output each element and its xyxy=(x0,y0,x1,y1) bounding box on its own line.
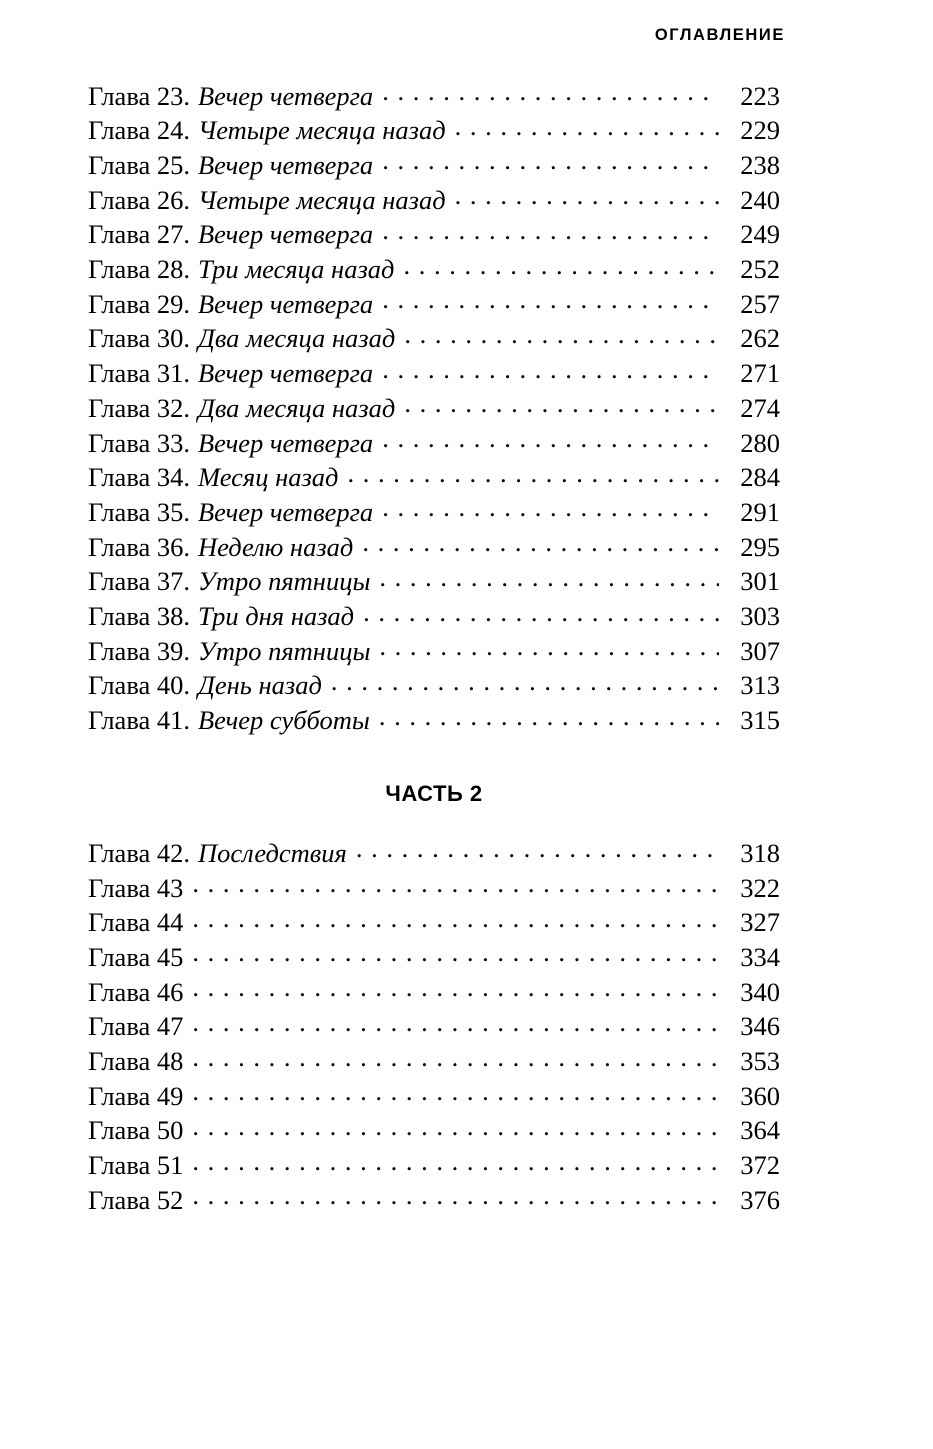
toc-entry[interactable] xyxy=(88,494,780,529)
toc-entry-chapter-label: Глава 23. xyxy=(88,80,190,111)
toc-entry-page-number: 346 xyxy=(740,1011,780,1042)
toc-entry-title xyxy=(88,836,347,870)
toc-entry-page-number: 307 xyxy=(740,635,780,666)
toc-entry[interactable] xyxy=(88,286,780,321)
toc-entry-page-number: 271 xyxy=(740,358,780,389)
toc-entry[interactable] xyxy=(88,1113,780,1148)
toc-leader-dots xyxy=(192,905,719,932)
toc-entry-title xyxy=(88,79,373,113)
toc-entry-chapter-name: Четыре месяца назад xyxy=(198,115,446,146)
toc-entry-page-number: 280 xyxy=(740,427,780,458)
toc-entry-page-number: 249 xyxy=(740,219,780,250)
toc-entry-chapter-label: Глава 39. xyxy=(88,635,190,666)
toc-entry-chapter-name: Вечер субботы xyxy=(198,705,370,736)
toc-entry-page-number: 376 xyxy=(740,1184,780,1215)
toc-entry-title xyxy=(88,356,373,390)
toc-entry-title xyxy=(88,460,338,494)
toc-entry-chapter-label: Глава 42. xyxy=(88,837,190,868)
toc-entry-title xyxy=(88,1079,183,1113)
toc-entry-page-number: 252 xyxy=(740,254,780,285)
toc-entry[interactable] xyxy=(88,939,780,974)
toc-entry-title xyxy=(88,1183,183,1217)
toc-entry-chapter-label: Глава 27. xyxy=(88,219,190,250)
toc-entry-page-number: 315 xyxy=(740,705,780,736)
toc-entry-chapter-label: Глава 45 xyxy=(88,941,184,972)
toc-entry-chapter-name: Вечер четверга xyxy=(198,149,374,180)
toc-entry-title xyxy=(88,871,183,905)
table-of-contents xyxy=(88,78,780,1217)
toc-entry-chapter-label: Глава 30. xyxy=(88,323,190,354)
toc-entry-page-number: 322 xyxy=(740,872,780,903)
toc-entry-chapter-name: Четыре месяца назад xyxy=(198,184,446,215)
toc-entry-chapter-label: Глава 47 xyxy=(88,1011,184,1042)
toc-entry[interactable] xyxy=(88,1078,780,1113)
toc-entry[interactable] xyxy=(88,147,780,182)
toc-entry[interactable] xyxy=(88,599,780,634)
toc-leader-dots xyxy=(455,182,719,209)
toc-entry-title xyxy=(88,1148,183,1182)
toc-entry[interactable] xyxy=(88,703,780,738)
toc-entry-page-number: 284 xyxy=(740,462,780,493)
toc-entry-chapter-label: Глава 34. xyxy=(88,462,190,493)
toc-entry-page-number: 303 xyxy=(740,601,780,632)
toc-entry[interactable] xyxy=(88,321,780,356)
toc-entry-chapter-label: Глава 51 xyxy=(88,1150,184,1181)
toc-leader-dots xyxy=(192,1148,719,1175)
toc-entry-title xyxy=(88,148,373,182)
part-2-heading: ЧАСТЬ 2 xyxy=(385,781,483,807)
toc-entry-title xyxy=(88,703,370,737)
toc-leader-dots xyxy=(192,1009,719,1036)
toc-entry-page-number: 313 xyxy=(740,670,780,701)
toc-entry-chapter-label: Глава 40. xyxy=(88,670,190,701)
toc-entry-chapter-label: Глава 25. xyxy=(88,149,190,180)
toc-entry-page-number: 257 xyxy=(740,288,780,319)
toc-leader-dots xyxy=(363,599,719,626)
toc-leader-dots xyxy=(404,321,719,348)
toc-entry-chapter-name: Вечер четверга xyxy=(198,219,374,250)
toc-entry-chapter-name: Три месяца назад xyxy=(198,254,395,285)
toc-leader-dots xyxy=(192,1044,719,1071)
toc-entry-page-number: 295 xyxy=(740,531,780,562)
toc-entry-chapter-label: Глава 48 xyxy=(88,1046,184,1077)
toc-entry-title xyxy=(88,113,446,147)
toc-entry-title xyxy=(88,217,373,251)
toc-entry-chapter-label: Глава 26. xyxy=(88,184,190,215)
toc-entry-chapter-label: Глава 43 xyxy=(88,872,184,903)
toc-leader-dots xyxy=(382,217,719,244)
toc-entry[interactable] xyxy=(88,905,780,940)
toc-entry-chapter-name: Месяц назад xyxy=(198,462,339,493)
toc-entry[interactable] xyxy=(88,182,780,217)
toc-entry[interactable] xyxy=(88,78,780,113)
toc-entry-page-number: 223 xyxy=(740,80,780,111)
toc-entry-page-number: 340 xyxy=(740,976,780,1007)
toc-leader-dots xyxy=(382,78,719,105)
toc-entry[interactable] xyxy=(88,529,780,564)
toc-entry-title xyxy=(88,599,354,633)
toc-entry-chapter-label: Глава 50 xyxy=(88,1115,184,1146)
toc-entry-chapter-name: Вечер четверга xyxy=(198,80,374,111)
toc-entry-page-number: 262 xyxy=(740,323,780,354)
toc-entry[interactable] xyxy=(88,217,780,252)
toc-entry[interactable] xyxy=(88,390,780,425)
toc-entry-chapter-label: Глава 49 xyxy=(88,1080,184,1111)
toc-entry-page-number: 229 xyxy=(740,115,780,146)
toc-entry[interactable] xyxy=(88,1182,780,1217)
toc-entry-chapter-label: Глава 36. xyxy=(88,531,190,562)
toc-entry-chapter-name: Два месяца назад xyxy=(198,323,396,354)
toc-entry-title xyxy=(88,530,353,564)
toc-entry[interactable] xyxy=(88,870,780,905)
toc-entry-chapter-name: Вечер четверга xyxy=(198,427,374,458)
toc-entry-chapter-name: Утро пятницы xyxy=(198,635,371,666)
toc-leader-dots xyxy=(356,835,719,862)
toc-entry-chapter-label: Глава 44 xyxy=(88,907,184,938)
toc-entry-chapter-label: Глава 38. xyxy=(88,601,190,632)
toc-entry-title xyxy=(88,183,446,217)
toc-leader-dots xyxy=(192,870,719,897)
toc-entry-chapter-label: Глава 46 xyxy=(88,976,184,1007)
toc-entry-page-number: 240 xyxy=(740,184,780,215)
toc-entry[interactable] xyxy=(88,974,780,1009)
toc-entry-title xyxy=(88,1113,183,1147)
toc-entry[interactable] xyxy=(88,252,780,287)
toc-entry-chapter-name: Последствия xyxy=(198,837,347,868)
toc-entry[interactable] xyxy=(88,835,780,870)
toc-entry-page-number: 327 xyxy=(740,907,780,938)
toc-entry[interactable] xyxy=(88,460,780,495)
toc-part2-list xyxy=(88,835,780,1217)
toc-entry-title xyxy=(88,975,183,1009)
toc-entry-chapter-label: Глава 24. xyxy=(88,115,190,146)
toc-leader-dots xyxy=(404,390,719,417)
toc-entry-page-number: 301 xyxy=(740,566,780,597)
toc-entry-title xyxy=(88,321,395,355)
toc-entry-chapter-label: Глава 35. xyxy=(88,496,190,527)
toc-entry-chapter-label: Глава 33. xyxy=(88,427,190,458)
toc-entry[interactable] xyxy=(88,1148,780,1183)
toc-leader-dots xyxy=(403,252,719,279)
toc-entry-chapter-label: Глава 32. xyxy=(88,392,190,423)
toc-entry-title xyxy=(88,1009,183,1043)
toc-leader-dots xyxy=(379,703,719,730)
toc-leader-dots xyxy=(382,356,719,383)
toc-entry-chapter-label: Глава 41. xyxy=(88,705,190,736)
toc-entry-title xyxy=(88,668,322,702)
toc-leader-dots xyxy=(362,529,719,556)
toc-entry-page-number: 372 xyxy=(740,1150,780,1181)
toc-entry-title xyxy=(88,634,370,668)
toc-leader-dots xyxy=(192,1113,719,1140)
toc-entry-title xyxy=(88,426,373,460)
toc-entry-page-number: 360 xyxy=(740,1080,780,1111)
toc-entry-title xyxy=(88,252,394,286)
toc-entry-title xyxy=(88,287,373,321)
toc-leader-dots xyxy=(382,286,719,313)
toc-leader-dots xyxy=(192,1078,719,1105)
toc-entry[interactable] xyxy=(88,564,780,599)
toc-entry-chapter-name: Два месяца назад xyxy=(198,392,396,423)
toc-entry-chapter-name: Утро пятницы xyxy=(198,566,371,597)
toc-entry-page-number: 274 xyxy=(740,392,780,423)
toc-part1-list xyxy=(88,78,780,737)
toc-entry[interactable] xyxy=(88,356,780,391)
toc-entry[interactable] xyxy=(88,633,780,668)
toc-entry-chapter-name: Вечер четверга xyxy=(198,496,374,527)
toc-leader-dots xyxy=(382,147,719,174)
toc-entry[interactable] xyxy=(88,425,780,460)
toc-entry-chapter-name: Неделю назад xyxy=(198,531,354,562)
toc-entry[interactable] xyxy=(88,668,780,703)
toc-entry-page-number: 238 xyxy=(740,149,780,180)
running-head: ОГЛАВЛЕНИЕ xyxy=(654,26,785,44)
toc-entry-page-number: 364 xyxy=(740,1115,780,1146)
toc-leader-dots xyxy=(192,974,719,1001)
toc-entry[interactable] xyxy=(88,1044,780,1079)
toc-entry-page-number: 353 xyxy=(740,1046,780,1077)
toc-leader-dots xyxy=(455,113,719,140)
toc-entry-chapter-name: Три дня назад xyxy=(198,601,355,632)
toc-entry-title xyxy=(88,905,183,939)
toc-entry-page-number: 291 xyxy=(740,496,780,527)
toc-entry-chapter-label: Глава 28. xyxy=(88,254,190,285)
toc-entry-chapter-label: Глава 52 xyxy=(88,1184,184,1215)
toc-leader-dots xyxy=(382,494,719,521)
toc-entry-title xyxy=(88,564,370,598)
toc-entry-title xyxy=(88,1044,183,1078)
toc-entry-chapter-name: День назад xyxy=(198,670,322,701)
toc-entry-chapter-name: Вечер четверга xyxy=(198,358,374,389)
toc-entry-title xyxy=(88,391,395,425)
toc-entry-chapter-label: Глава 31. xyxy=(88,358,190,389)
toc-entry[interactable] xyxy=(88,113,780,148)
toc-leader-dots xyxy=(382,425,719,452)
toc-leader-dots xyxy=(379,564,719,591)
toc-leader-dots xyxy=(331,668,719,695)
toc-entry-chapter-label: Глава 37. xyxy=(88,566,190,597)
toc-entry[interactable] xyxy=(88,1009,780,1044)
toc-leader-dots xyxy=(379,633,719,660)
toc-entry-page-number: 334 xyxy=(740,941,780,972)
toc-leader-dots xyxy=(192,1182,719,1209)
toc-entry-title xyxy=(88,940,183,974)
toc-leader-dots xyxy=(192,939,719,966)
toc-entry-page-number: 318 xyxy=(740,837,780,868)
toc-entry-chapter-label: Глава 29. xyxy=(88,288,190,319)
toc-entry-chapter-name: Вечер четверга xyxy=(198,288,374,319)
toc-leader-dots xyxy=(347,460,719,487)
toc-entry-title xyxy=(88,495,373,529)
